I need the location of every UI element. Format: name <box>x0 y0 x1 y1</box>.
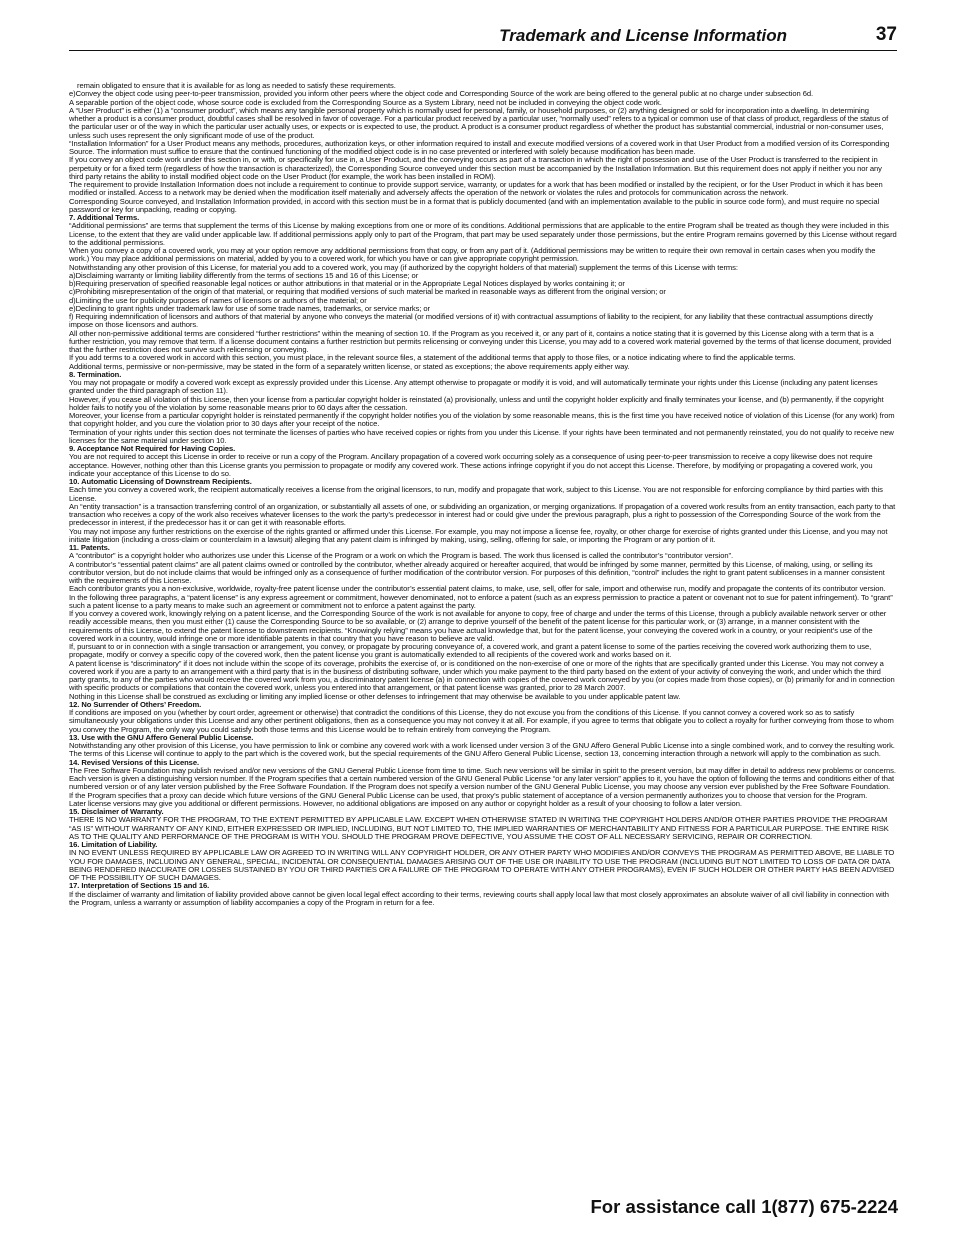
body-paragraph: All other non-permissive additional terms are considered “further restrictions” within the meaning of section 10. If the Program as you received it, or any part of it, contains a notice stating that it is governed by this License along with a term that is a further restriction, you may remove that term. If a license document contains a further restriction but permits relicensing or conveying under this License, you may add to a covered work material governed by the terms of that license document, provided that the further restriction does not survive such relicensing or conveying. <box>69 328 892 354</box>
body-paragraph: If the Program specifies that a proxy can decide which future versions of the GNU General Public License can be used, that proxy’s public statement of acceptance of a version permanently authorizes you to choose that version for the Program. <box>69 790 868 800</box>
license-text-body <box>69 82 897 907</box>
body-paragraph: A patent license is “discriminatory” if it does not include within the scope of its coverage, prohibits the exercise of, or is conditioned on the non-exercise of one or more of the rights that are specifically granted under this License. You may not convey a covered work if you are a party to an arrangement with a third party that is in the business of distributing software, under which you make payment to the third party based on the extent of your activity of conveying the work, and under which the third party grants, to any of the parties who would receive the covered work from you, a discriminatory patent license (a) in connection with copies of the covered work conveyed by you (or copies made from those copies), or (b) primarily for and in connection with specific products or compilations that contain the covered work, unless you entered into that arrangement, or that patent license was granted, prior to 28 March 2007. <box>69 658 895 693</box>
body-paragraph: IN NO EVENT UNLESS REQUIRED BY APPLICABLE LAW OR AGREED TO IN WRITING WILL ANY COPYRIGHT HOLDER, OR ANY OTHER PARTY WHO MODIFIES AND/OR CONVEYS THE PROGRAM AS PERMITTED ABOVE, BE LIABLE TO YOU FOR DAMAGES, INCLUDING ANY GENERAL, SPECIAL, INCIDENTAL OR CONSEQUENTIAL DAMAGES ARISING OUT OF THE USE OR INABILITY TO USE THE PROGRAM (INCLUDING BUT NOT LIMITED TO LOSS OF DATA OR DATA BEING RENDERED INACCURATE OR LOSSES SUSTAINED BY YOU OR THIRD PARTIES OR A FAILURE OF THE PROGRAM TO OPERATE WITH ANY OTHER PROGRAMS), EVEN IF SUCH HOLDER OR OTHER PARTY HAS BEEN ADVISED OF THE POSSIBILITY OF SUCH DAMAGES. <box>69 848 895 882</box>
section-heading: 17. Interpretation of Sections 15 and 16. <box>69 881 210 891</box>
body-paragraph: e)Convey the object code using peer-to-peer transmission, provided you inform other peers where the object code and Corresponding Source of the work are being offered to the general public at no charge under subsection 6d. <box>69 89 814 99</box>
body-paragraph: A “User Product” is either (1) a “consumer product”, which means any tangible personal property which is normally used for personal, family, or household purposes, or (2) anything designed or sold for incorporation into a dwelling. In determining whether a product is a consumer product, doubtful cases shall be resolved in favor of coverage. For a particular product received by a particular user, “normally used” refers to a typical or common use of that class of product, regardless of the status of the particular user or of the way in which the particular user actually uses, or expects or is expected to use, the product. A product is a consumer product regardless of whether the product has substantial commercial, industrial or non-consumer uses, unless such uses represent the only significant mode of use of the product. <box>69 105 889 140</box>
body-paragraph: Termination of your rights under this section does not terminate the licenses of parties who have received copies or rights from you under this License. If your rights have been terminated and not permanently reinstated, you do not qualify to receive new licenses for the same material under section 10. <box>69 427 894 445</box>
body-paragraph: c)Prohibiting misrepresentation of the origin of that material, or requiring that modified versions of such material be marked in reasonable ways as different from the original version; or <box>69 287 666 297</box>
page-header <box>69 25 897 51</box>
body-paragraph: Each contributor grants you a non-exclusive, worldwide, royalty-free patent license under the contributor’s essential patent claims, to make, use, sell, offer for sale, import and otherwise run, modify and propagate the contents of its contributor version. <box>69 584 886 594</box>
body-paragraph: f) Requiring indemnification of licensors and authors of that material by anyone who conveys the material (or modified versions of it) with contractual assumptions of liability to the recipient, for any liability that these contractual assumptions directly impose on those licensors and authors. <box>69 312 873 330</box>
body-paragraph: remain obligated to ensure that it is available for as long as needed to satisfy these requirements. <box>77 81 396 90</box>
body-paragraph: Later license versions may give you additional or different permissions. However, no additional obligations are imposed on any author or copyright holder as a result of your choosing to follow a later version. <box>69 798 742 808</box>
body-paragraph: e)Declining to grant rights under trademark law for use of some trade names, trademarks, or service marks; or <box>69 303 430 313</box>
body-paragraph: An “entity transaction” is a transaction transferring control of an organization, or substantially all assets of one, or subdividing an organization, or merging organizations. If propagation of a covered work results from an entity transaction, each party to that transaction who receives a copy of the work also receives whatever licenses to the work the party’s predecessor in interest had or could give under the previous paragraph, plus a right to possession of the Corresponding Source of the work from the predecessor in interest, if the predecessor has it or can get it with reasonable efforts. <box>69 501 896 528</box>
body-paragraph: Each time you convey a covered work, the recipient automatically receives a license from the original licensors, to run, modify and propagate that work, subject to this License. You are not responsible for enforcing compliance by third parties with this License. <box>69 485 883 503</box>
body-paragraph: If, pursuant to or in connection with a single transaction or arrangement, you convey, or propagate by procuring conveyance of, a covered work, and grant a patent license to some of the parties receiving the covered work authorizing them to use, propagate, modify or convey a specific copy of the covered work, then the patent license you grant is automatically extended to all recipients of the covered work and works based on it. <box>69 642 872 660</box>
body-paragraph: d)Limiting the use for publicity purposes of names of licensors or authors of the material; or <box>69 295 367 305</box>
page-number: 37 <box>875 24 897 45</box>
section-heading: 8. Termination. <box>69 369 122 379</box>
body-paragraph: The Free Software Foundation may publish revised and/or new versions of the GNU General Public License from time to time. Such new versions will be similar in spirit to the present version, but may differ in detail to address new problems or concerns. <box>69 765 896 775</box>
body-paragraph: If you convey a covered work, knowingly relying on a patent license, and the Corresponding Source of the work is not available for anyone to copy, free of charge and under the terms of this License, through a publicly available network server or other readily accessible means, then you must either (1) cause the Corresponding Source to be so available, or (2) arrange to deprive yourself of the benefit of the patent license for this particular work, or (3) arrange, in a manner consistent with the requirements of this License, to extend the patent license to downstream recipients. “Knowingly relying” means you have actual knowledge that, but for the patent license, your conveying the covered work in a country, or your recipient’s use of the covered work in a country, would infringe one or more identifiable patents in that country that you have reason to believe are valid. <box>69 609 887 643</box>
section-heading: 13. Use with the GNU Affero General Public License. <box>69 732 254 742</box>
body-paragraph: You may not impose any further restrictions on the exercise of the rights granted or affirmed under this License. For example, you may not impose a license fee, royalty, or other charge for exercise of rights granted under this License, and you may not initiate litigation (including a cross-claim or counterclaim in a lawsuit) alleging that any patent claim is infringed by making, using, selling, offering for sale, or importing the Program or any portion of it. <box>69 526 888 544</box>
body-paragraph: Additional terms, permissive or non-permissive, may be stated in the form of a separately written license, or stated as exceptions; the above requirements apply either way. <box>69 361 630 371</box>
body-paragraph: A contributor’s “essential patent claims” are all patent claims owned or controlled by the contributor, whether already acquired or hereafter acquired, that would be infringed by some manner, permitted by this License, of making, using, or selling its contributor version, but do not include claims that would be infringed only as a consequence of further modification of the contributor version. For purposes of this definition, “control” includes the right to grant patent sublicenses in a manner consistent with the requirements of this License. <box>69 559 885 585</box>
section-heading: 7. Additional Terms. <box>69 213 140 222</box>
body-paragraph: Notwithstanding any other provision of this License, you have permission to link or combine any covered work with a work licensed under version 3 of the GNU Affero General Public License into a single combined work, and to convey the resulting work. The terms of this License will continue to apply to the part which is the covered work, but the special requirements of the GNU Affero General Public License, section 13, concerning interaction through a network will apply to the combination as such. <box>69 741 895 759</box>
section-heading: 11. Patents. <box>69 543 110 552</box>
body-paragraph: You may not propagate or modify a covered work except as expressly provided under this License. Any attempt otherwise to propagate or modify it is void, and will automatically terminate your rights under this License (including any patent licenses granted under the third paragraph of section 11). <box>69 378 878 396</box>
body-paragraph: If you add terms to a covered work in accord with this section, you must place, in the relevant source files, a statement of the additional terms that apply to those files, or a notice indicating where to find the applicable terms. <box>69 353 796 363</box>
section-heading: 9. Acceptance Not Required for Having Copies. <box>69 444 236 453</box>
section-title: Trademark and License Information <box>499 26 787 45</box>
body-paragraph: If conditions are imposed on you (whether by court order, agreement or otherwise) that contradict the conditions of this License, they do not excuse you from the conditions of this License. If you cannot convey a covered work so as to satisfy simultaneously your obligations under this License and any other pertinent obligations, then as a consequence you may not convey it at all. For example, if you agree to terms that obligate you to collect a royalty for further conveying from those to whom you convey the Program, the only way you could satisfy both those terms and this License would be to refrain entirely from conveying the Program. <box>69 708 894 734</box>
body-paragraph: If you convey an object code work under this section in, or with, or specifically for use in, a User Product, and the conveying occurs as part of a transaction in which the right of possession and use of the User Product is transferred to the recipient in perpetuity or for a fixed term (regardless of how the transaction is characterized), the Corresponding Source conveyed under this section must be accompanied by the Installation Information. But this requirement does not apply if neither you nor any third party retains the ability to install modified object code on the User Product (for example, the work has been installed in ROM). <box>69 155 882 181</box>
body-paragraph: Corresponding Source conveyed, and Installation Information provided, in accord with this section must be in a format that is publicly documented (and with an implementation available to the public in source code form), and must require no special password or key for unpacking, reading or copying. <box>69 196 880 214</box>
body-paragraph: The requirement to provide Installation Information does not include a requirement to continue to provide support service, warranty, or updates for a work that has been modified or installed by the recipient, or for the User Product in which it has been modified or installed. Access to a network may be denied when the modification itself materially and adversely affects the operation of the network or violates the rules and protocols for communication across the network. <box>69 180 883 198</box>
body-paragraph: a)Disclaiming warranty or limiting liability differently from the terms of sections 15 and 16 of this License; or <box>69 270 419 280</box>
body-paragraph: Nothing in this License shall be construed as excluding or limiting any implied license or other defenses to infringement that may otherwise be available to you under applicable patent law. <box>69 691 681 701</box>
body-paragraph: When you convey a copy of a covered work, you may at your option remove any additional permissions from that copy, or from any part of it. (Additional permissions may be written to require their own removal in certain cases when you modify the work.) You may place additional permissions on material, added by you to a covered work, for which you have or can give appropriate copyright permission. <box>69 246 876 264</box>
section-heading: 10. Automatic Licensing of Downstream Recipients. <box>69 477 252 486</box>
body-paragraph: Moreover, your license from a particular copyright holder is reinstated permanently if the copyright holder notifies you of the violation by some reasonable means, this is the first time you have received notice of violation of this License (for any work) from that copyright holder, and you cure the violation prior to 30 days after your receipt of the notice. <box>69 411 895 429</box>
body-paragraph: A “contributor” is a copyright holder who authorizes use under this License of the Program or a work on which the Program is based. The work thus licensed is called the contributor’s “contributor version”. <box>69 551 733 561</box>
body-paragraph: However, if you cease all violation of this License, then your license from a particular copyright holder is reinstated (a) provisionally, unless and until the copyright holder explicitly and finally terminates your license, and (b) permanently, if the copyright holder fails to notify you of the violation by some reasonable means prior to 60 days after the cessation. <box>69 394 884 412</box>
assistance-phone: For assistance call 1(877) 675-2224 <box>590 1196 898 1217</box>
body-paragraph: “Installation Information” for a User Product means any methods, procedures, authorization keys, or other information required to install and execute modified versions of a covered work in that User Product from a modified version of its Corresponding Source. The information must suffice to ensure that the continued functioning of the modified object code is in no case prevented or interfered with solely because modification has been made. <box>69 138 890 156</box>
body-paragraph: b)Requiring preservation of specified reasonable legal notices or author attributions in that material or in the Appropriate Legal Notices displayed by works containing it; or <box>69 279 625 288</box>
body-paragraph: “Additional permissions” are terms that supplement the terms of this License by making exceptions from one or more of its conditions. Additional permissions that are applicable to the entire Program shall be treated as though they were included in this License, to the extent that they are valid under applicable law. If additional permissions apply only to part of the Program, that part may be used separately under those permissions, but the entire Program remains governed by this License without regard to the additional permissions. <box>69 221 897 247</box>
section-heading: 15. Disclaimer of Warranty. <box>69 807 164 816</box>
body-paragraph: You are not required to accept this License in order to receive or run a copy of the Program. Ancillary propagation of a covered work occurring solely as a consequence of using peer-to-peer transmission to receive a copy likewise does not require acceptance. However, nothing other than this License grants you permission to propagate or modify any covered work. These actions infringe copyright if you do not accept this License. Therefore, by modifying or propagating a covered work, you indicate your acceptance of this License to do so. <box>69 452 873 478</box>
section-heading: 16. Limitation of Liability. <box>69 840 158 849</box>
section-heading: 14. Revised Versions of this License. <box>69 757 199 767</box>
body-paragraph: Each version is given a distinguishing version number. If the Program specifies that a certain numbered version of the GNU General Public License “or any later version” applies to it, you have the option of following the terms and conditions either of that numbered version or of any later version published by the Free Software Foundation. If the Program does not specify a version number of the GNU General Public License, you may choose any version ever published by the Free Software Foundation. <box>69 774 894 792</box>
body-paragraph: Notwithstanding any other provision of this License, for material you add to a covered work, you may (if authorized by the copyright holders of that material) supplement the terms of this License with terms: <box>69 262 738 272</box>
body-paragraph: THERE IS NO WARRANTY FOR THE PROGRAM, TO THE EXTENT PERMITTED BY APPLICABLE LAW. EXCEPT WHEN OTHERWISE STATED IN WRITING THE COPYRIGHT HOLDERS AND/OR OTHER PARTIES PROVIDE THE PROGRAM “AS IS” WITHOUT WARRANTY OF ANY KIND, EITHER EXPRESSED OR IMPLIED, INCLUDING, BUT NOT LIMITED TO, THE IMPLIED WARRANTIES OF MERCHANTABILITY AND FITNESS FOR A PARTICULAR PURPOSE. THE ENTIRE RISK AS TO THE QUALITY AND PERFORMANCE OF THE PROGRAM IS WITH YOU. SHOULD THE PROGRAM PROVE DEFECTIVE, YOU ASSUME THE COST OF ALL NECESSARY SERVICING, REPAIR OR CORRECTION. <box>69 815 889 841</box>
body-paragraph: If the disclaimer of warranty and limitation of liability provided above cannot be given local legal effect according to their terms, reviewing courts shall apply local law that most closely approximates an absolute waiver of all civil liability in connection with the Program, unless a warranty or assumption of liability accompanies a copy of the Program in return for a fee. <box>69 889 889 907</box>
section-heading: 12. No Surrender of Others’ Freedom. <box>69 699 202 709</box>
body-paragraph: In the following three paragraphs, a “patent license” is any express agreement or commitment, however denominated, not to enforce a patent (such as an express permission to practice a patent or covenant not to sue for patent infringement). To “grant” such a patent license to a party means to make such an agreement or commitment not to enforce a patent against the party. <box>69 592 893 610</box>
body-paragraph: A separable portion of the object code, whose source code is excluded from the Corresponding Source as a System Library, need not be included in conveying the object code work. <box>69 97 662 107</box>
header-rule <box>69 50 897 51</box>
